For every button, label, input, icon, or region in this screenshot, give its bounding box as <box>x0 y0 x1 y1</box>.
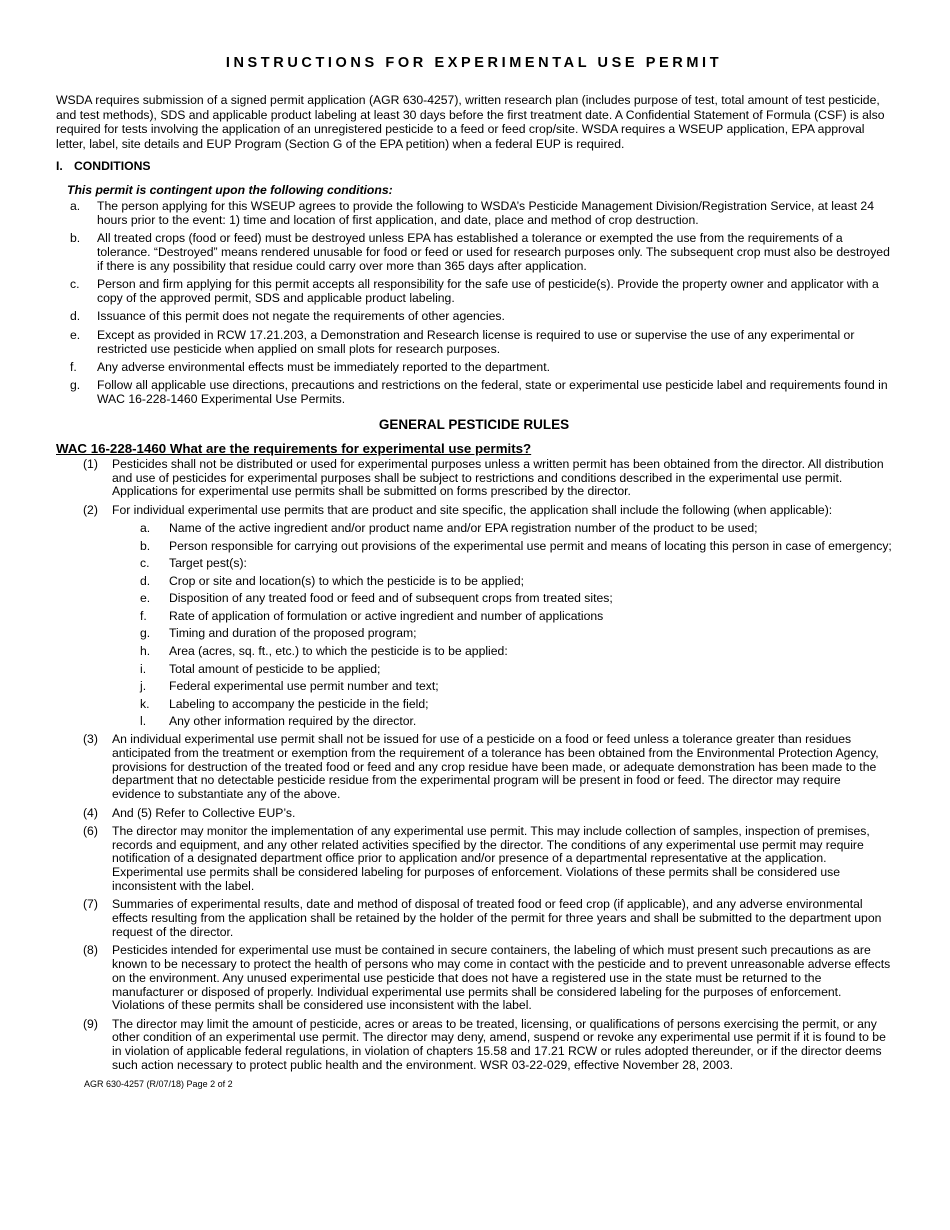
condition-letter: e. <box>70 327 81 342</box>
requirement-letter: j. <box>140 679 147 694</box>
requirement-text: Timing and duration of the proposed program; <box>169 626 417 641</box>
general-rules-heading: GENERAL PESTICIDE RULES <box>378 416 570 432</box>
requirement-letter: a. <box>140 520 151 535</box>
requirement-item <box>56 627 892 641</box>
conditions-heading <box>56 159 892 173</box>
condition-text: The person applying for this WSEUP agrees to provide the following to WSDA’s Pesticide Management Division/Registration Service, at least 24 hours prior to the event: 1) time and location of first application, and date, place and method of crop destruction. <box>97 199 874 228</box>
requirement-item <box>56 557 892 571</box>
requirement-letter: l. <box>140 714 147 729</box>
requirement-text: Federal experimental use permit number and text; <box>169 679 439 694</box>
condition-item <box>56 310 892 324</box>
condition-letter: b. <box>70 231 81 246</box>
requirement-item <box>56 540 892 554</box>
rule-text: The director may monitor the implementation of any experimental use permit. This may include collection of samples, inspection of premises, records and equipment, and any other related activities specified by the director. The conditions of any experimental use permit may require notification of a designated department office prior to application and/or presence of a departmental representative at the application. Experimental use permits shall be considered labeling for purposes of enforcement. Violations of these permits shall be considered use inconsistent with the label. <box>112 823 870 894</box>
rule-item <box>56 1018 892 1073</box>
rule-number: (7) <box>83 897 98 912</box>
rule-number: (8) <box>83 943 98 958</box>
requirement-item <box>56 610 892 624</box>
requirement-letter: f. <box>140 608 147 623</box>
requirement-item <box>56 680 892 694</box>
conditions-number: I. <box>56 159 63 174</box>
requirement-item <box>56 715 892 729</box>
condition-item <box>56 232 892 273</box>
condition-item <box>56 361 892 375</box>
requirement-text: Rate of application of formulation or active ingredient and number of applications <box>169 608 604 623</box>
rule-number: (1) <box>83 456 98 471</box>
application-requirements-list <box>56 522 892 729</box>
condition-item <box>56 379 892 407</box>
intro-paragraph: WSDA requires submission of a signed permit application (AGR 630-4257), written research plan (includes purpose of test, total amount of test pesticide, and test methods), SDS and applicable product labeling at least 30 days before the first treatment date. A Confidential Statement of Formula (CSF) is also required for tests involving the application of an unregistered pesticide to a feed or feed crop/site. WSDA requires a WSEUP application, EPA approval letter, label, site details and EUP Program (Section G of the EPA petition) when a federal EUP is required. <box>56 93 885 151</box>
rule-item <box>56 733 892 802</box>
rule-item <box>56 825 892 894</box>
condition-text: Follow all applicable use directions, precautions and restrictions on the federal, state or experimental use pesticide label and requirements found in WAC 16-228-1460 Experimental Use Permits. <box>97 378 888 406</box>
conditions-list <box>56 200 892 406</box>
condition-text: Any adverse environmental effects must be immediately reported to the department. <box>97 359 550 374</box>
rule-number: (6) <box>83 823 98 838</box>
condition-text: Except as provided in RCW 17.21.203, a Demonstration and Research license is required to use or supervise the use of any experimental or restricted use pesticide when applied on small plots for research purposes. <box>97 327 855 356</box>
requirement-text: Labeling to accompany the pesticide in the field; <box>169 696 429 711</box>
requirement-item <box>56 698 892 712</box>
conditions-subheading: This permit is contingent upon the following conditions: <box>67 183 393 198</box>
rule-number: (4) <box>83 805 98 820</box>
requirement-letter: h. <box>140 644 151 659</box>
requirement-letter: k. <box>140 696 150 711</box>
requirement-text: Any other information required by the director. <box>169 714 417 729</box>
condition-item <box>56 200 892 228</box>
condition-text: All treated crops (food or feed) must be destroyed unless EPA has established a tolerance or exempted the use from the requirements of a tolerance. “Destroyed” means rendered unusable for food or feed or used for research purposes only. The subsequent crop must also be destroyed if there is any possibility that residue could carry over more than 365 days after application. <box>97 231 890 274</box>
requirement-text: Crop or site and location(s) to which the pesticide is to be applied; <box>169 573 524 588</box>
rule-text: Summaries of experimental results, date and method of disposal of treated food or feed crop (if applicable), and any adverse environmental effects resulting from the application shall be retained by the holder of the permit for three years and shall be submitted to the department upon request of the director. <box>112 897 882 939</box>
rule-text: The director may limit the amount of pesticide, acres or areas to be treated, licensing, or qualifications of persons exercising the permit, or any other condition of an experimental use permit. The director may deny, amend, suspend or revoke any experimental use permit if it is found to be in violation of applicable federal regulations, in violation of chapters 15.58 and 17.21 RCW or rules adopted thereunder, or if the director deems such action necessary to protect public health and the environment. WSR 03-22-029, effective November 28, 2003. <box>112 1016 886 1073</box>
requirement-item <box>56 592 892 606</box>
rule-item <box>56 944 892 1013</box>
requirement-letter: g. <box>140 626 151 641</box>
rule-text: Pesticides intended for experimental use must be contained in secure containers, the labeling of which must present such precautions as are known to be necessary to protect the health of persons who may come in contact with the pesticide and to prevent unreasonable adverse effects on the environment. Any unused experimental use pesticide that does not have a registered use in the state must be returned to the manufacturer or disposed of properly. Individual experimental use permits shall be considered labeling for the purposes of enforcement. Violations of these permits shall be considered use inconsistent with the label. <box>112 943 891 1013</box>
rule-item <box>56 504 892 518</box>
requirement-letter: e. <box>140 591 151 606</box>
rule-text: And (5) Refer to Collective EUP’s. <box>112 805 296 820</box>
requirement-letter: c. <box>140 556 150 571</box>
condition-item <box>56 329 892 357</box>
rule-number: (2) <box>83 502 98 517</box>
requirement-letter: b. <box>140 538 151 553</box>
rule-text: An individual experimental use permit shall not be issued for use of a pesticide on a food or feed unless a tolerance greater than residues anticipated from the treatment or exemption from the requirement of a tolerance has been obtained from the Environmental Protection Agency, provisions for destruction of the treated food or feed and any crop residue have been made, or adequate demonstration has been made to the department that no detectable pesticide residue from the experimental program will be present in food or feed. The director may require evidence to substantiate any of the above. <box>112 732 879 802</box>
condition-letter: a. <box>70 199 81 214</box>
rule-item <box>56 807 892 821</box>
requirement-text: Disposition of any treated food or feed and of subsequent crops from treated sites; <box>169 591 613 606</box>
conditions-title: CONDITIONS <box>74 159 151 174</box>
wac-heading: WAC 16-228-1460 What are the requirements for experimental use permits? <box>56 440 532 456</box>
page-title: INSTRUCTIONS FOR EXPERIMENTAL USE PERMIT <box>225 55 723 71</box>
condition-letter: c. <box>70 277 80 292</box>
condition-text: Issuance of this permit does not negate the requirements of other agencies. <box>97 309 505 324</box>
condition-letter: f. <box>70 359 77 374</box>
requirement-letter: d. <box>140 573 151 588</box>
rule-text: Pesticides shall not be distributed or used for experimental purposes unless a written permit has been obtained from the director. All distribution and use of pesticides for experimental purposes shall be subject to restrictions and conditions described in the experimental use permit. Applications for experimental use permits shall be submitted on forms prescribed by the director. <box>112 456 884 499</box>
rule-number: (9) <box>83 1016 98 1031</box>
requirement-item <box>56 663 892 677</box>
requirement-item <box>56 645 892 659</box>
document-page <box>56 55 892 1089</box>
rule-number: (3) <box>83 732 98 747</box>
requirement-text: Person responsible for carrying out provisions of the experimental use permit and means of locating this person in case of emergency; <box>169 538 892 553</box>
rule-item <box>56 458 892 499</box>
requirement-letter: i. <box>140 661 147 676</box>
requirement-item <box>56 575 892 589</box>
condition-letter: d. <box>70 309 81 324</box>
condition-text: Person and firm applying for this permit accepts all responsibility for the safe use of pesticide(s). Provide the property owner and applicator with a copy of the approved permit, SDS and applicable product labeling. <box>97 277 879 306</box>
requirement-text: Total amount of pesticide to be applied; <box>169 661 381 676</box>
requirement-text: Name of the active ingredient and/or product name and/or EPA registration number of the product to be used; <box>169 520 758 535</box>
rule-item <box>56 898 892 939</box>
form-footer: AGR 630-4257 (R/07/18) Page 2 of 2 <box>84 1078 233 1089</box>
requirement-item <box>56 522 892 536</box>
rule-text: For individual experimental use permits that are product and site specific, the application shall include the following (when applicable): <box>112 502 833 517</box>
requirement-text: Area (acres, sq. ft., etc.) to which the pesticide is to be applied: <box>169 644 508 659</box>
condition-item <box>56 278 892 306</box>
requirement-text: Target pest(s): <box>169 556 247 571</box>
condition-letter: g. <box>70 378 81 393</box>
